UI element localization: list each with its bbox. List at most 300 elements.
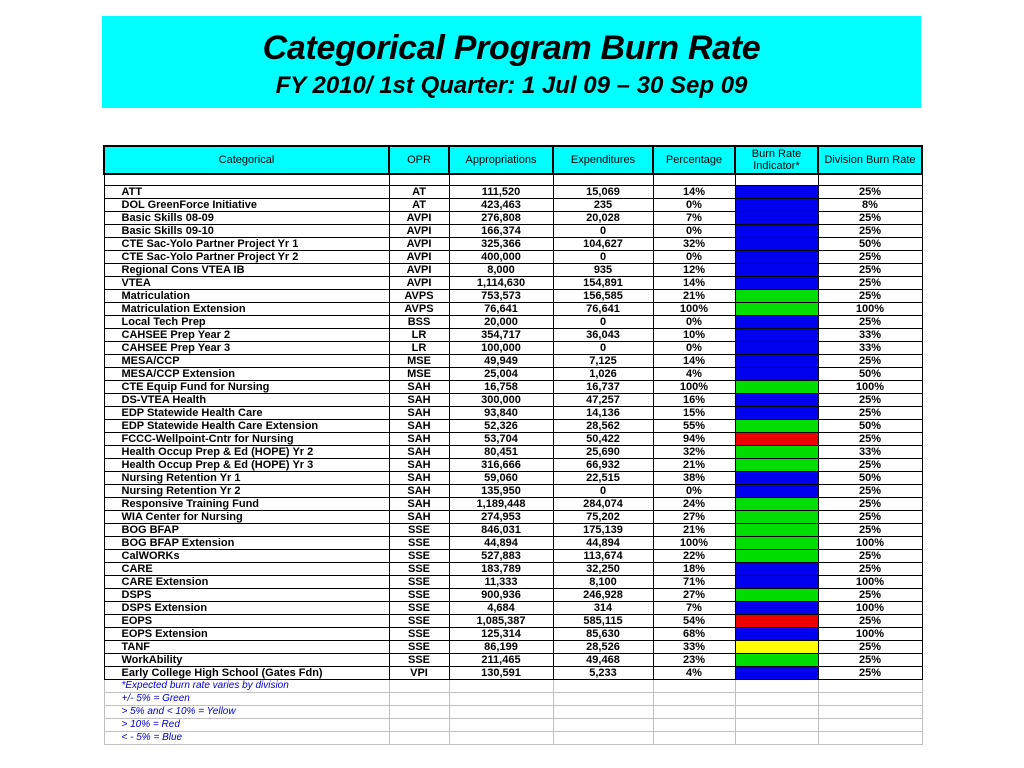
cell-division-burn-rate: 25% xyxy=(818,407,922,420)
legend-empty-cell xyxy=(653,680,735,693)
spacer-cell xyxy=(104,174,389,186)
cell-appropriations: 44,894 xyxy=(449,537,553,550)
cell-categorical: Health Occup Prep & Ed (HOPE) Yr 3 xyxy=(104,459,389,472)
cell-expenditures: 0 xyxy=(553,225,653,238)
table-row xyxy=(104,446,922,459)
table-row xyxy=(104,654,922,667)
table-row xyxy=(104,615,922,628)
legend-empty-cell xyxy=(735,693,818,706)
cell-appropriations: 80,451 xyxy=(449,446,553,459)
legend-empty-cell xyxy=(735,706,818,719)
cell-categorical: ATT xyxy=(104,186,389,199)
cell-opr: SSE xyxy=(389,641,449,654)
cell-percentage: 100% xyxy=(653,537,735,550)
table-row xyxy=(104,667,922,680)
cell-expenditures: 32,250 xyxy=(553,563,653,576)
legend-note-row xyxy=(104,719,922,732)
cell-percentage: 14% xyxy=(653,186,735,199)
table-row xyxy=(104,381,922,394)
legend-empty-cell xyxy=(735,719,818,732)
cell-categorical: CARE xyxy=(104,563,389,576)
cell-opr: SAH xyxy=(389,381,449,394)
legend-empty-cell xyxy=(449,719,553,732)
cell-categorical: MESA/CCP Extension xyxy=(104,368,389,381)
cell-categorical: CalWORKs xyxy=(104,550,389,563)
legend-empty-cell xyxy=(818,693,922,706)
cell-expenditures: 175,139 xyxy=(553,524,653,537)
cell-opr: AVPI xyxy=(389,264,449,277)
cell-expenditures: 8,100 xyxy=(553,576,653,589)
cell-percentage: 100% xyxy=(653,303,735,316)
legend-empty-cell xyxy=(553,706,653,719)
cell-appropriations: 4,684 xyxy=(449,602,553,615)
table-body xyxy=(104,174,922,745)
cell-categorical: Matriculation Extension xyxy=(104,303,389,316)
cell-opr: AVPI xyxy=(389,225,449,238)
spacer-cell xyxy=(553,174,653,186)
cell-division-burn-rate: 25% xyxy=(818,563,922,576)
cell-categorical: Local Tech Prep xyxy=(104,316,389,329)
legend-empty-cell xyxy=(818,719,922,732)
cell-categorical: TANF xyxy=(104,641,389,654)
cell-division-burn-rate: 25% xyxy=(818,290,922,303)
legend-note-row xyxy=(104,732,922,745)
table-row xyxy=(104,498,922,511)
cell-percentage: 27% xyxy=(653,589,735,602)
legend-note-row xyxy=(104,680,922,693)
cell-categorical: DS-VTEA Health xyxy=(104,394,389,407)
table-row xyxy=(104,238,922,251)
cell-percentage: 24% xyxy=(653,498,735,511)
cell-division-burn-rate: 50% xyxy=(818,420,922,433)
column-header-opr: OPR xyxy=(389,146,449,174)
cell-division-burn-rate: 25% xyxy=(818,667,922,680)
cell-percentage: 33% xyxy=(653,641,735,654)
cell-appropriations: 100,000 xyxy=(449,342,553,355)
cell-percentage: 0% xyxy=(653,199,735,212)
cell-opr: SSE xyxy=(389,602,449,615)
cell-opr: AT xyxy=(389,186,449,199)
table-row xyxy=(104,537,922,550)
cell-expenditures: 585,115 xyxy=(553,615,653,628)
table-row xyxy=(104,628,922,641)
cell-expenditures: 28,526 xyxy=(553,641,653,654)
cell-appropriations: 53,704 xyxy=(449,433,553,446)
cell-burn-rate-indicator xyxy=(735,628,818,641)
table-row xyxy=(104,407,922,420)
cell-division-burn-rate: 50% xyxy=(818,238,922,251)
cell-appropriations: 753,573 xyxy=(449,290,553,303)
cell-percentage: 54% xyxy=(653,615,735,628)
cell-opr: AVPI xyxy=(389,277,449,290)
table-row xyxy=(104,511,922,524)
cell-burn-rate-indicator xyxy=(735,199,818,212)
cell-division-burn-rate: 100% xyxy=(818,537,922,550)
cell-categorical: Early College High School (Gates Fdn) xyxy=(104,667,389,680)
page-title: Categorical Program Burn Rate xyxy=(262,29,761,67)
cell-categorical: DSPS Extension xyxy=(104,602,389,615)
cell-appropriations: 125,314 xyxy=(449,628,553,641)
cell-categorical: EOPS Extension xyxy=(104,628,389,641)
cell-appropriations: 111,520 xyxy=(449,186,553,199)
column-header-expenditures: Expenditures xyxy=(553,146,653,174)
cell-percentage: 32% xyxy=(653,446,735,459)
cell-expenditures: 25,690 xyxy=(553,446,653,459)
cell-opr: AVPI xyxy=(389,238,449,251)
cell-burn-rate-indicator xyxy=(735,186,818,199)
page-subtitle: FY 2010/ 1st Quarter: 1 Jul 09 – 30 Sep 09 xyxy=(275,72,748,99)
cell-percentage: 10% xyxy=(653,329,735,342)
cell-percentage: 94% xyxy=(653,433,735,446)
cell-burn-rate-indicator xyxy=(735,498,818,511)
legend-empty-cell xyxy=(818,732,922,745)
cell-burn-rate-indicator xyxy=(735,420,818,433)
cell-opr: SSE xyxy=(389,563,449,576)
cell-division-burn-rate: 25% xyxy=(818,498,922,511)
table-row xyxy=(104,264,922,277)
cell-expenditures: 0 xyxy=(553,251,653,264)
cell-division-burn-rate: 100% xyxy=(818,628,922,641)
cell-appropriations: 183,789 xyxy=(449,563,553,576)
legend-note-row xyxy=(104,693,922,706)
table-row xyxy=(104,290,922,303)
legend-empty-cell xyxy=(389,732,449,745)
cell-expenditures: 0 xyxy=(553,485,653,498)
table-row xyxy=(104,186,922,199)
cell-opr: SAH xyxy=(389,498,449,511)
cell-burn-rate-indicator xyxy=(735,342,818,355)
table-row xyxy=(104,303,922,316)
cell-categorical: CTE Sac-Yolo Partner Project Yr 1 xyxy=(104,238,389,251)
cell-categorical: VTEA xyxy=(104,277,389,290)
cell-appropriations: 354,717 xyxy=(449,329,553,342)
cell-burn-rate-indicator xyxy=(735,641,818,654)
cell-appropriations: 59,060 xyxy=(449,472,553,485)
table-header-row xyxy=(104,146,922,174)
legend-empty-cell xyxy=(653,706,735,719)
legend-empty-cell xyxy=(449,693,553,706)
table-row xyxy=(104,225,922,238)
cell-division-burn-rate: 25% xyxy=(818,433,922,446)
cell-opr: SSE xyxy=(389,589,449,602)
cell-appropriations: 20,000 xyxy=(449,316,553,329)
legend-empty-cell xyxy=(553,693,653,706)
cell-opr: SSE xyxy=(389,615,449,628)
legend-empty-cell xyxy=(389,706,449,719)
legend-empty-cell xyxy=(389,693,449,706)
legend-empty-cell xyxy=(735,732,818,745)
cell-categorical: WorkAbility xyxy=(104,654,389,667)
cell-division-burn-rate: 25% xyxy=(818,485,922,498)
table-row xyxy=(104,485,922,498)
table-row xyxy=(104,576,922,589)
cell-division-burn-rate: 25% xyxy=(818,524,922,537)
cell-percentage: 21% xyxy=(653,290,735,303)
table-row xyxy=(104,472,922,485)
cell-expenditures: 20,028 xyxy=(553,212,653,225)
cell-burn-rate-indicator xyxy=(735,667,818,680)
column-header-division-burn-rate: Division Burn Rate xyxy=(818,146,922,174)
legend-empty-cell xyxy=(449,706,553,719)
cell-percentage: 12% xyxy=(653,264,735,277)
table-row xyxy=(104,329,922,342)
cell-division-burn-rate: 100% xyxy=(818,602,922,615)
cell-percentage: 0% xyxy=(653,342,735,355)
title-banner xyxy=(102,16,921,108)
cell-division-burn-rate: 25% xyxy=(818,277,922,290)
cell-burn-rate-indicator xyxy=(735,433,818,446)
legend-empty-cell xyxy=(449,732,553,745)
cell-percentage: 21% xyxy=(653,524,735,537)
cell-percentage: 4% xyxy=(653,368,735,381)
cell-percentage: 4% xyxy=(653,667,735,680)
legend-empty-cell xyxy=(653,693,735,706)
cell-appropriations: 86,199 xyxy=(449,641,553,654)
cell-opr: SAH xyxy=(389,446,449,459)
spacer-cell xyxy=(818,174,922,186)
cell-appropriations: 25,004 xyxy=(449,368,553,381)
cell-expenditures: 935 xyxy=(553,264,653,277)
cell-appropriations: 76,641 xyxy=(449,303,553,316)
spacer-cell xyxy=(735,174,818,186)
cell-percentage: 32% xyxy=(653,238,735,251)
cell-categorical: DOL GreenForce Initiative xyxy=(104,199,389,212)
cell-categorical: CAHSEE Prep Year 3 xyxy=(104,342,389,355)
legend-empty-cell xyxy=(553,680,653,693)
cell-opr: LR xyxy=(389,342,449,355)
cell-appropriations: 1,085,387 xyxy=(449,615,553,628)
table-row xyxy=(104,342,922,355)
cell-categorical: Basic Skills 08-09 xyxy=(104,212,389,225)
cell-categorical: BOG BFAP xyxy=(104,524,389,537)
cell-percentage: 0% xyxy=(653,485,735,498)
cell-appropriations: 52,326 xyxy=(449,420,553,433)
cell-appropriations: 276,808 xyxy=(449,212,553,225)
cell-expenditures: 7,125 xyxy=(553,355,653,368)
cell-burn-rate-indicator xyxy=(735,251,818,264)
cell-percentage: 14% xyxy=(653,277,735,290)
cell-expenditures: 75,202 xyxy=(553,511,653,524)
legend-empty-cell xyxy=(653,732,735,745)
cell-expenditures: 16,737 xyxy=(553,381,653,394)
cell-division-burn-rate: 100% xyxy=(818,303,922,316)
cell-burn-rate-indicator xyxy=(735,459,818,472)
cell-burn-rate-indicator xyxy=(735,550,818,563)
cell-expenditures: 76,641 xyxy=(553,303,653,316)
cell-categorical: DSPS xyxy=(104,589,389,602)
cell-categorical: BOG BFAP Extension xyxy=(104,537,389,550)
cell-expenditures: 314 xyxy=(553,602,653,615)
table-row xyxy=(104,394,922,407)
legend-empty-cell xyxy=(818,706,922,719)
cell-opr: LR xyxy=(389,329,449,342)
cell-opr: SSE xyxy=(389,524,449,537)
cell-expenditures: 49,468 xyxy=(553,654,653,667)
table-row xyxy=(104,563,922,576)
cell-percentage: 16% xyxy=(653,394,735,407)
cell-appropriations: 16,758 xyxy=(449,381,553,394)
cell-expenditures: 156,585 xyxy=(553,290,653,303)
legend-empty-cell xyxy=(449,680,553,693)
cell-expenditures: 66,932 xyxy=(553,459,653,472)
cell-burn-rate-indicator xyxy=(735,589,818,602)
cell-expenditures: 0 xyxy=(553,316,653,329)
cell-burn-rate-indicator xyxy=(735,225,818,238)
spacer-cell xyxy=(653,174,735,186)
table-row xyxy=(104,420,922,433)
cell-appropriations: 527,883 xyxy=(449,550,553,563)
cell-appropriations: 274,953 xyxy=(449,511,553,524)
legend-note-row xyxy=(104,706,922,719)
cell-appropriations: 93,840 xyxy=(449,407,553,420)
cell-division-burn-rate: 25% xyxy=(818,225,922,238)
cell-burn-rate-indicator xyxy=(735,264,818,277)
cell-burn-rate-indicator xyxy=(735,381,818,394)
column-header-categorical: Categorical xyxy=(104,146,389,174)
cell-percentage: 14% xyxy=(653,355,735,368)
cell-burn-rate-indicator xyxy=(735,472,818,485)
cell-burn-rate-indicator xyxy=(735,212,818,225)
cell-burn-rate-indicator xyxy=(735,485,818,498)
spacer-cell xyxy=(449,174,553,186)
cell-expenditures: 44,894 xyxy=(553,537,653,550)
cell-division-burn-rate: 100% xyxy=(818,381,922,394)
cell-expenditures: 235 xyxy=(553,199,653,212)
table-row xyxy=(104,199,922,212)
table-row xyxy=(104,316,922,329)
cell-burn-rate-indicator xyxy=(735,238,818,251)
cell-opr: AVPS xyxy=(389,290,449,303)
cell-percentage: 23% xyxy=(653,654,735,667)
cell-division-burn-rate: 25% xyxy=(818,251,922,264)
cell-burn-rate-indicator xyxy=(735,394,818,407)
cell-expenditures: 14,136 xyxy=(553,407,653,420)
column-header-appropriations: Appropriations xyxy=(449,146,553,174)
cell-percentage: 55% xyxy=(653,420,735,433)
cell-burn-rate-indicator xyxy=(735,576,818,589)
cell-expenditures: 284,074 xyxy=(553,498,653,511)
cell-expenditures: 1,026 xyxy=(553,368,653,381)
cell-percentage: 15% xyxy=(653,407,735,420)
cell-percentage: 0% xyxy=(653,225,735,238)
cell-expenditures: 113,674 xyxy=(553,550,653,563)
table-row xyxy=(104,459,922,472)
cell-opr: SSE xyxy=(389,628,449,641)
cell-burn-rate-indicator xyxy=(735,446,818,459)
legend-empty-cell xyxy=(553,719,653,732)
cell-opr: MSE xyxy=(389,355,449,368)
cell-categorical: MESA/CCP xyxy=(104,355,389,368)
cell-burn-rate-indicator xyxy=(735,537,818,550)
cell-division-burn-rate: 25% xyxy=(818,511,922,524)
cell-expenditures: 154,891 xyxy=(553,277,653,290)
cell-categorical: Health Occup Prep & Ed (HOPE) Yr 2 xyxy=(104,446,389,459)
legend-note: > 5% and < 10% = Yellow xyxy=(104,706,389,719)
cell-appropriations: 400,000 xyxy=(449,251,553,264)
cell-burn-rate-indicator xyxy=(735,303,818,316)
cell-appropriations: 900,936 xyxy=(449,589,553,602)
cell-burn-rate-indicator xyxy=(735,277,818,290)
cell-division-burn-rate: 25% xyxy=(818,316,922,329)
cell-opr: SAH xyxy=(389,433,449,446)
cell-opr: AVPS xyxy=(389,303,449,316)
cell-percentage: 0% xyxy=(653,251,735,264)
cell-opr: SAH xyxy=(389,420,449,433)
cell-opr: AVPI xyxy=(389,212,449,225)
cell-percentage: 38% xyxy=(653,472,735,485)
cell-expenditures: 50,422 xyxy=(553,433,653,446)
cell-division-burn-rate: 25% xyxy=(818,641,922,654)
cell-categorical: CTE Equip Fund for Nursing xyxy=(104,381,389,394)
cell-appropriations: 130,591 xyxy=(449,667,553,680)
cell-opr: SAH xyxy=(389,485,449,498)
legend-empty-cell xyxy=(735,680,818,693)
cell-opr: AT xyxy=(389,199,449,212)
cell-opr: AVPI xyxy=(389,251,449,264)
cell-division-burn-rate: 8% xyxy=(818,199,922,212)
cell-expenditures: 28,562 xyxy=(553,420,653,433)
cell-division-burn-rate: 25% xyxy=(818,212,922,225)
cell-appropriations: 846,031 xyxy=(449,524,553,537)
cell-appropriations: 1,189,448 xyxy=(449,498,553,511)
cell-division-burn-rate: 25% xyxy=(818,589,922,602)
table-row xyxy=(104,368,922,381)
table-row xyxy=(104,524,922,537)
cell-opr: SAH xyxy=(389,459,449,472)
cell-categorical: EOPS xyxy=(104,615,389,628)
cell-opr: SAH xyxy=(389,394,449,407)
cell-expenditures: 22,515 xyxy=(553,472,653,485)
cell-percentage: 21% xyxy=(653,459,735,472)
cell-appropriations: 423,463 xyxy=(449,199,553,212)
table-row xyxy=(104,212,922,225)
cell-categorical: CARE Extension xyxy=(104,576,389,589)
cell-opr: VPI xyxy=(389,667,449,680)
table-row xyxy=(104,641,922,654)
cell-division-burn-rate: 33% xyxy=(818,329,922,342)
cell-division-burn-rate: 25% xyxy=(818,355,922,368)
cell-burn-rate-indicator xyxy=(735,355,818,368)
cell-division-burn-rate: 25% xyxy=(818,459,922,472)
cell-appropriations: 211,465 xyxy=(449,654,553,667)
cell-burn-rate-indicator xyxy=(735,290,818,303)
table-row xyxy=(104,433,922,446)
table-row xyxy=(104,589,922,602)
legend-note: > 10% = Red xyxy=(104,719,389,732)
cell-opr: SSE xyxy=(389,576,449,589)
cell-percentage: 18% xyxy=(653,563,735,576)
table-row xyxy=(104,550,922,563)
cell-burn-rate-indicator xyxy=(735,407,818,420)
cell-burn-rate-indicator xyxy=(735,615,818,628)
cell-expenditures: 5,233 xyxy=(553,667,653,680)
legend-empty-cell xyxy=(553,732,653,745)
cell-division-burn-rate: 25% xyxy=(818,264,922,277)
cell-categorical: EDP Statewide Health Care Extension xyxy=(104,420,389,433)
column-header-burn-rate-indicator: Burn Rate Indicator* xyxy=(735,146,818,174)
cell-burn-rate-indicator xyxy=(735,654,818,667)
cell-opr: SSE xyxy=(389,550,449,563)
cell-percentage: 27% xyxy=(653,511,735,524)
legend-note: +/- 5% = Green xyxy=(104,693,389,706)
cell-expenditures: 47,257 xyxy=(553,394,653,407)
cell-burn-rate-indicator xyxy=(735,329,818,342)
cell-division-burn-rate: 25% xyxy=(818,394,922,407)
table-row xyxy=(104,277,922,290)
legend-note: < - 5% = Blue xyxy=(104,732,389,745)
cell-percentage: 68% xyxy=(653,628,735,641)
cell-division-burn-rate: 50% xyxy=(818,472,922,485)
